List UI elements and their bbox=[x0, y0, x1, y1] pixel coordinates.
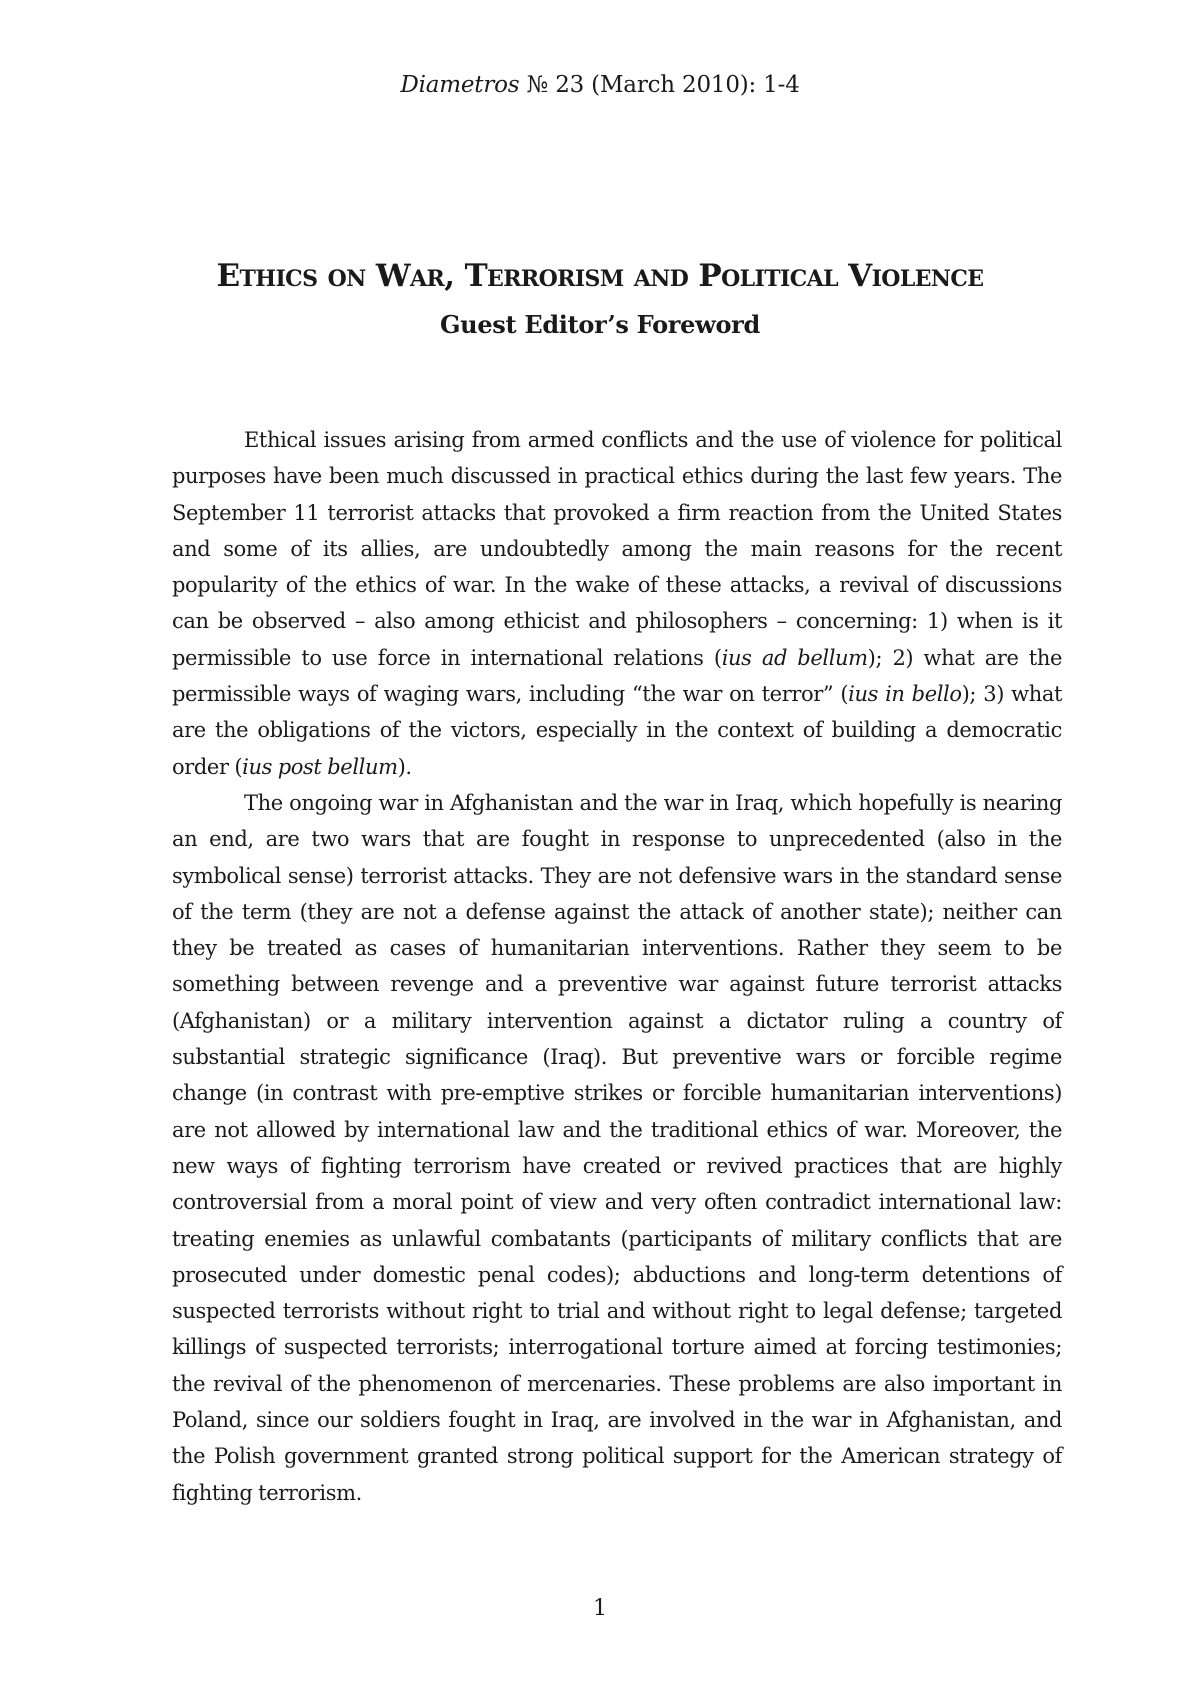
paragraph-text: Ethical issues arising from armed conflicts and the use of violence for political purposes have been much discussed in practical ethics during the last few years. The September 11 terrorist attacks that provoked a firm reaction from the United States and some of its allies, are undoubtedly among the main reasons for the recent popularity of the ethics of war. In the wake of these attacks, a revival of discussions can be observed – also among ethicist and philosophers – concerning: 1) when is it permissible to use force in international relations ( bbox=[172, 428, 1062, 670]
article-body bbox=[172, 422, 1062, 1511]
paragraph-text: ); 2) what are the permissible ways of waging wars, including “the war on terror” ( bbox=[172, 645, 1062, 707]
journal-name: Diametros bbox=[400, 72, 520, 98]
body-paragraph bbox=[172, 422, 1062, 785]
body-paragraph bbox=[172, 785, 1062, 1511]
latin-term: ius in bello bbox=[848, 682, 962, 707]
page-number: 1 bbox=[593, 1596, 607, 1621]
latin-term: ius post bellum bbox=[242, 754, 398, 779]
paragraph-text: ). bbox=[397, 754, 412, 779]
running-header bbox=[0, 72, 1200, 98]
paragraph-text: The ongoing war in Afghanistan and the war in Iraq, which hopefully is nearing an end, are two wars that are fought in response to unprecedented (also in the symbolical sense) terrorist attacks. They are not defensive wars in the standard sense of the term (they are not a defense against the attack of another state); neither can they be treated as cases of humanitarian interventions. Rather they seem to be something between revenge and a preventive war against future terrorist attacks (Afghanistan) or a military intervention against a dictator ruling a country of substantial strategic significance (Iraq). But preventive wars or forcible regime change (in contrast with pre-emptive strikes or forcible humanitarian interventions) are not allowed by international law and the traditional ethics of war. Moreover, the new ways of fighting terrorism have created or revived practices that are highly controversial from a moral point of view and very often contradict international law: treating enemies as unlawful combatants (participants of military conflicts that are prosecuted under domestic penal codes); abductions and long-term detentions of suspected terrorists without right to trial and without right to legal defense; targeted killings of suspected terrorists; interrogational torture aimed at forcing testimonies; the revival of the phenomenon of mercenaries. These problems are also important in Poland, since our soldiers fought in Iraq, are involved in the war in Afghanistan, and the Polish government granted strong political support for the American strategy of fighting terrorism. bbox=[172, 790, 1062, 1505]
issue-info: № 23 (March 2010): 1-4 bbox=[526, 72, 800, 98]
paragraph-text: ); 3) what are the obligations of the victors, especially in the context of building a democratic order ( bbox=[172, 682, 1062, 779]
article-title: Ethics on War, Terrorism and Political Violence bbox=[216, 258, 984, 294]
latin-term: ius ad bellum bbox=[721, 645, 868, 670]
article-subtitle: Guest Editor’s Foreword bbox=[439, 310, 761, 339]
